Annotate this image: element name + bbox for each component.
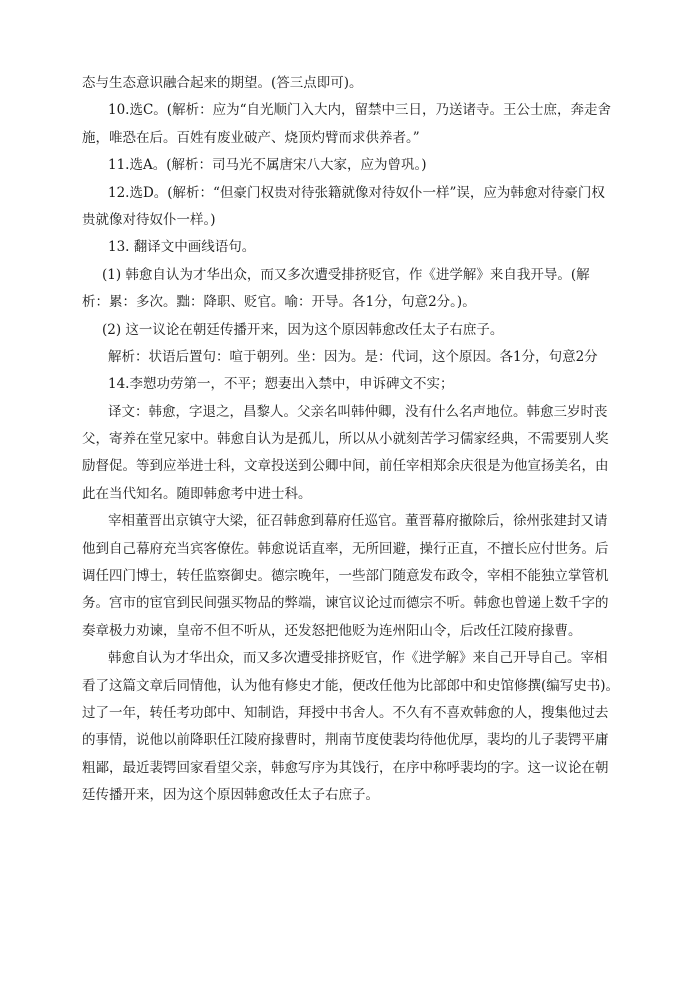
text-line: 的事情，说他以前降职任江陵府掾曹时，荆南节度使裴均待他优厚，裴均的儿子裴锷平庸 [82, 732, 609, 749]
text-line: 看了这篇文章后同情他，认为他有修史才能，便改任他为比部郎中和史馆修撰(编写史书)。 [82, 677, 620, 694]
text-line: 贵就像对待奴仆一样。) [82, 211, 216, 228]
text-line: 奏章极力劝谏，皇帝不但不听从，还发怒把他贬为连州阳山令，后改任江陵府掾曹。 [82, 622, 582, 639]
text-line: 析：累：多次。黜：降职、贬官。喻：开导。各1分，句意2分。)。 [82, 294, 476, 311]
text-line: 励督促。等到应举进士科，文章投送到公卿中间，前任宰相郑余庆很是为他宣扬美名，由 [82, 458, 609, 475]
translation-paragraph-2: 宰相董晋出京镇守大梁，征召韩愈到幕府任巡官。董晋幕府撤除后，徐州张建封又请 [108, 513, 608, 530]
text-line: 过了一年，转任考功郎中、知制诰，拜授中书舍人。不久有不喜欢韩愈的人，搜集他过去 [82, 704, 609, 721]
answer-14: 14.李愬功劳第一，不平；愬妻出入禁中，申诉碑文不实； [108, 376, 454, 393]
answer-10: 10.选C。(解析：应为“自光顺门入大内，留禁中三日，乃送诸寺。王公士庶，奔走舍 [108, 102, 611, 119]
text-line: 廷传播开来，因为这个原因韩愈改任太子右庶子。 [82, 787, 379, 804]
text-line: 此在当代知名。随即韩愈考中进士科。 [82, 485, 312, 502]
text-line: 务。宫市的宦官到民间强买物品的弊端，谏官议论过而德宗不听。韩愈也曾递上数千字的 [82, 595, 609, 612]
answer-12: 12.选D。(解析：“但豪门权贵对待张籍就像对待奴仆一样”误，应为韩愈对待豪门权 [108, 184, 605, 201]
document-body [82, 70, 618, 810]
translation-paragraph-3: 韩愈自认为才华出众，而又多次遭受排挤贬官，作《进学解》来自己开导自己。宰相 [108, 650, 608, 667]
analysis-13-2: 解析：状语后置句：喧于朝列。坐：因为。是：代词，这个原因。各1分，句意2分 [108, 348, 598, 365]
text-line: 施，唯恐在后。百姓有废业破产、烧顶灼臂而求供养者。” [82, 129, 420, 146]
question-13: 13. 翻译文中画线语句。 [108, 239, 256, 256]
text-line: 粗鄙，最近裴锷回家看望父亲，韩愈写序为其饯行，在序中称呼裴均的字。这一议论在朝 [82, 759, 609, 776]
text-line: 态与生态意识融合起来的期望。(答三点即可)。 [82, 75, 363, 91]
answer-13-2: (2) 这一议论在朝廷传播开来，因为这个原因韩愈改任太子右庶子。 [102, 321, 504, 338]
answer-11: 11.选A。(解析：司马光不属唐宋八大家，应为曾巩。) [108, 157, 427, 174]
text-line: 调任四门博士，转任监察御史。德宗晚年，一些部门随意发布政令，宰相不能独立掌管机 [82, 568, 609, 585]
text-line: 父，寄养在堂兄家中。韩愈自认为是孤儿，所以从小就刻苦学习儒家经典，不需要别人奖 [82, 431, 609, 448]
translation-paragraph-1: 译文：韩愈，字退之，昌黎人。父亲名叫韩仲卿，没有什么名声地位。韩愈三岁时丧 [108, 403, 608, 420]
text-line: 他到自己幕府充当宾客僚佐。韩愈说话直率，无所回避，操行正直，不擅长应付世务。后 [82, 540, 609, 557]
answer-13-1: (1) 韩愈自认为才华出众，而又多次遭受排挤贬官，作《进学解》来自我开导。(解 [102, 266, 590, 283]
